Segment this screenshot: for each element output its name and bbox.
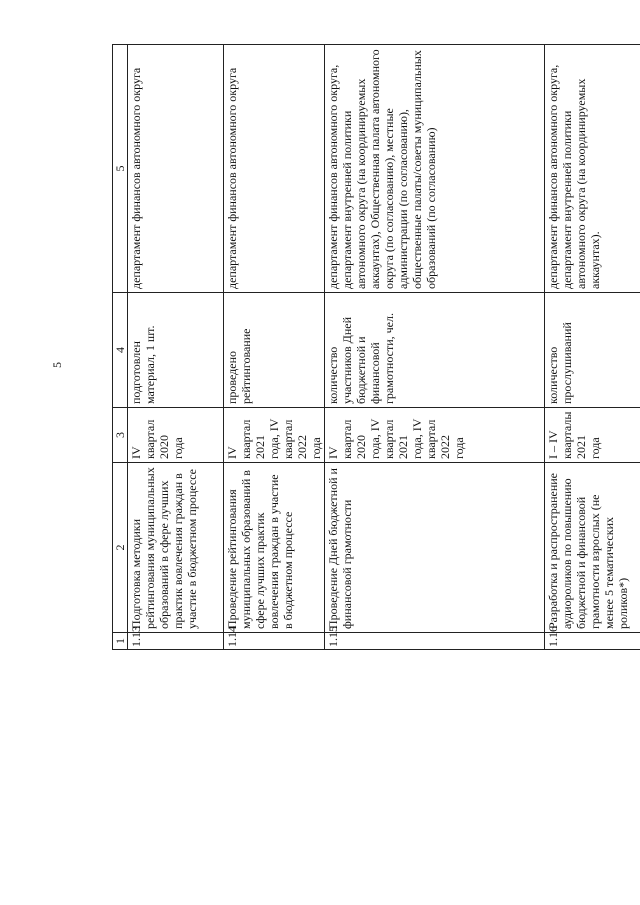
- row-action: Разработка и распространение аудиороликов по повышению бюджетной и финансовой грамотности взрослых (не менее 5 тематических роликов*): [545, 463, 640, 633]
- row-responsible: департамент финансов автономного округа, департамент внутренней политики автономного округа (на координируемых аккаунтах), Общественная палата автономного округа (по согласованию), местные администрации (по согласованию), общественные палаты/советы муниципальных образований (по согласованию): [325, 45, 545, 293]
- row-number: 1.16: [545, 633, 640, 650]
- table-row: [224, 45, 325, 650]
- table-row: [128, 45, 224, 650]
- row-indicator: подготовлен материал, 1 шт.: [128, 293, 224, 408]
- header-col-3: 3: [113, 408, 128, 463]
- header-col-5: 5: [113, 45, 128, 293]
- header-col-4: 4: [113, 293, 128, 408]
- row-responsible: департамент финансов автономного округа: [224, 45, 325, 293]
- page-number: 5: [50, 362, 64, 368]
- row-period: IV квартал 2020 года, IV квартал 2021 года, IV квартал 2022 года: [325, 408, 545, 463]
- row-action: Проведение Дней бюджетной и финансовой грамотности: [325, 463, 545, 633]
- row-number: 1.14: [224, 633, 325, 650]
- row-period: IV квартал 2020 года: [128, 408, 224, 463]
- rotated-table-container: [112, 45, 640, 650]
- table-row: [325, 45, 545, 650]
- table-row: [545, 45, 640, 650]
- table-header-row: [113, 45, 128, 650]
- row-responsible: департамент финансов автономного округа: [128, 45, 224, 293]
- row-indicator: количество участников Дней бюджетной и финансовой грамотности, чел.: [325, 293, 545, 408]
- row-responsible: департамент финансов автономного округа, департамент внутренней политики автономного округа (на координируемых аккаунтах).: [545, 45, 640, 293]
- header-col-2: 2: [113, 463, 128, 633]
- row-indicator: количество прослушиваний: [545, 293, 640, 408]
- row-indicator: проведено рейтингование: [224, 293, 325, 408]
- row-number: 1.13: [128, 633, 224, 650]
- row-action: Подготовка методики рейтингования муниципальных образований в сфере лучших практик вовлечения граждан в участие в бюджетном процессе: [128, 463, 224, 633]
- action-plan-table: [112, 44, 640, 650]
- row-period: I – IV кварталы 2021 года: [545, 408, 640, 463]
- row-number: 1.15: [325, 633, 545, 650]
- row-period: IV квартал 2021 года, IV квартал 2022 года: [224, 408, 325, 463]
- row-action: Проведение рейтингования муниципальных образований в сфере лучших практик вовлечения граждан в участие в бюджетном процессе: [224, 463, 325, 633]
- header-col-1: 1: [113, 633, 128, 650]
